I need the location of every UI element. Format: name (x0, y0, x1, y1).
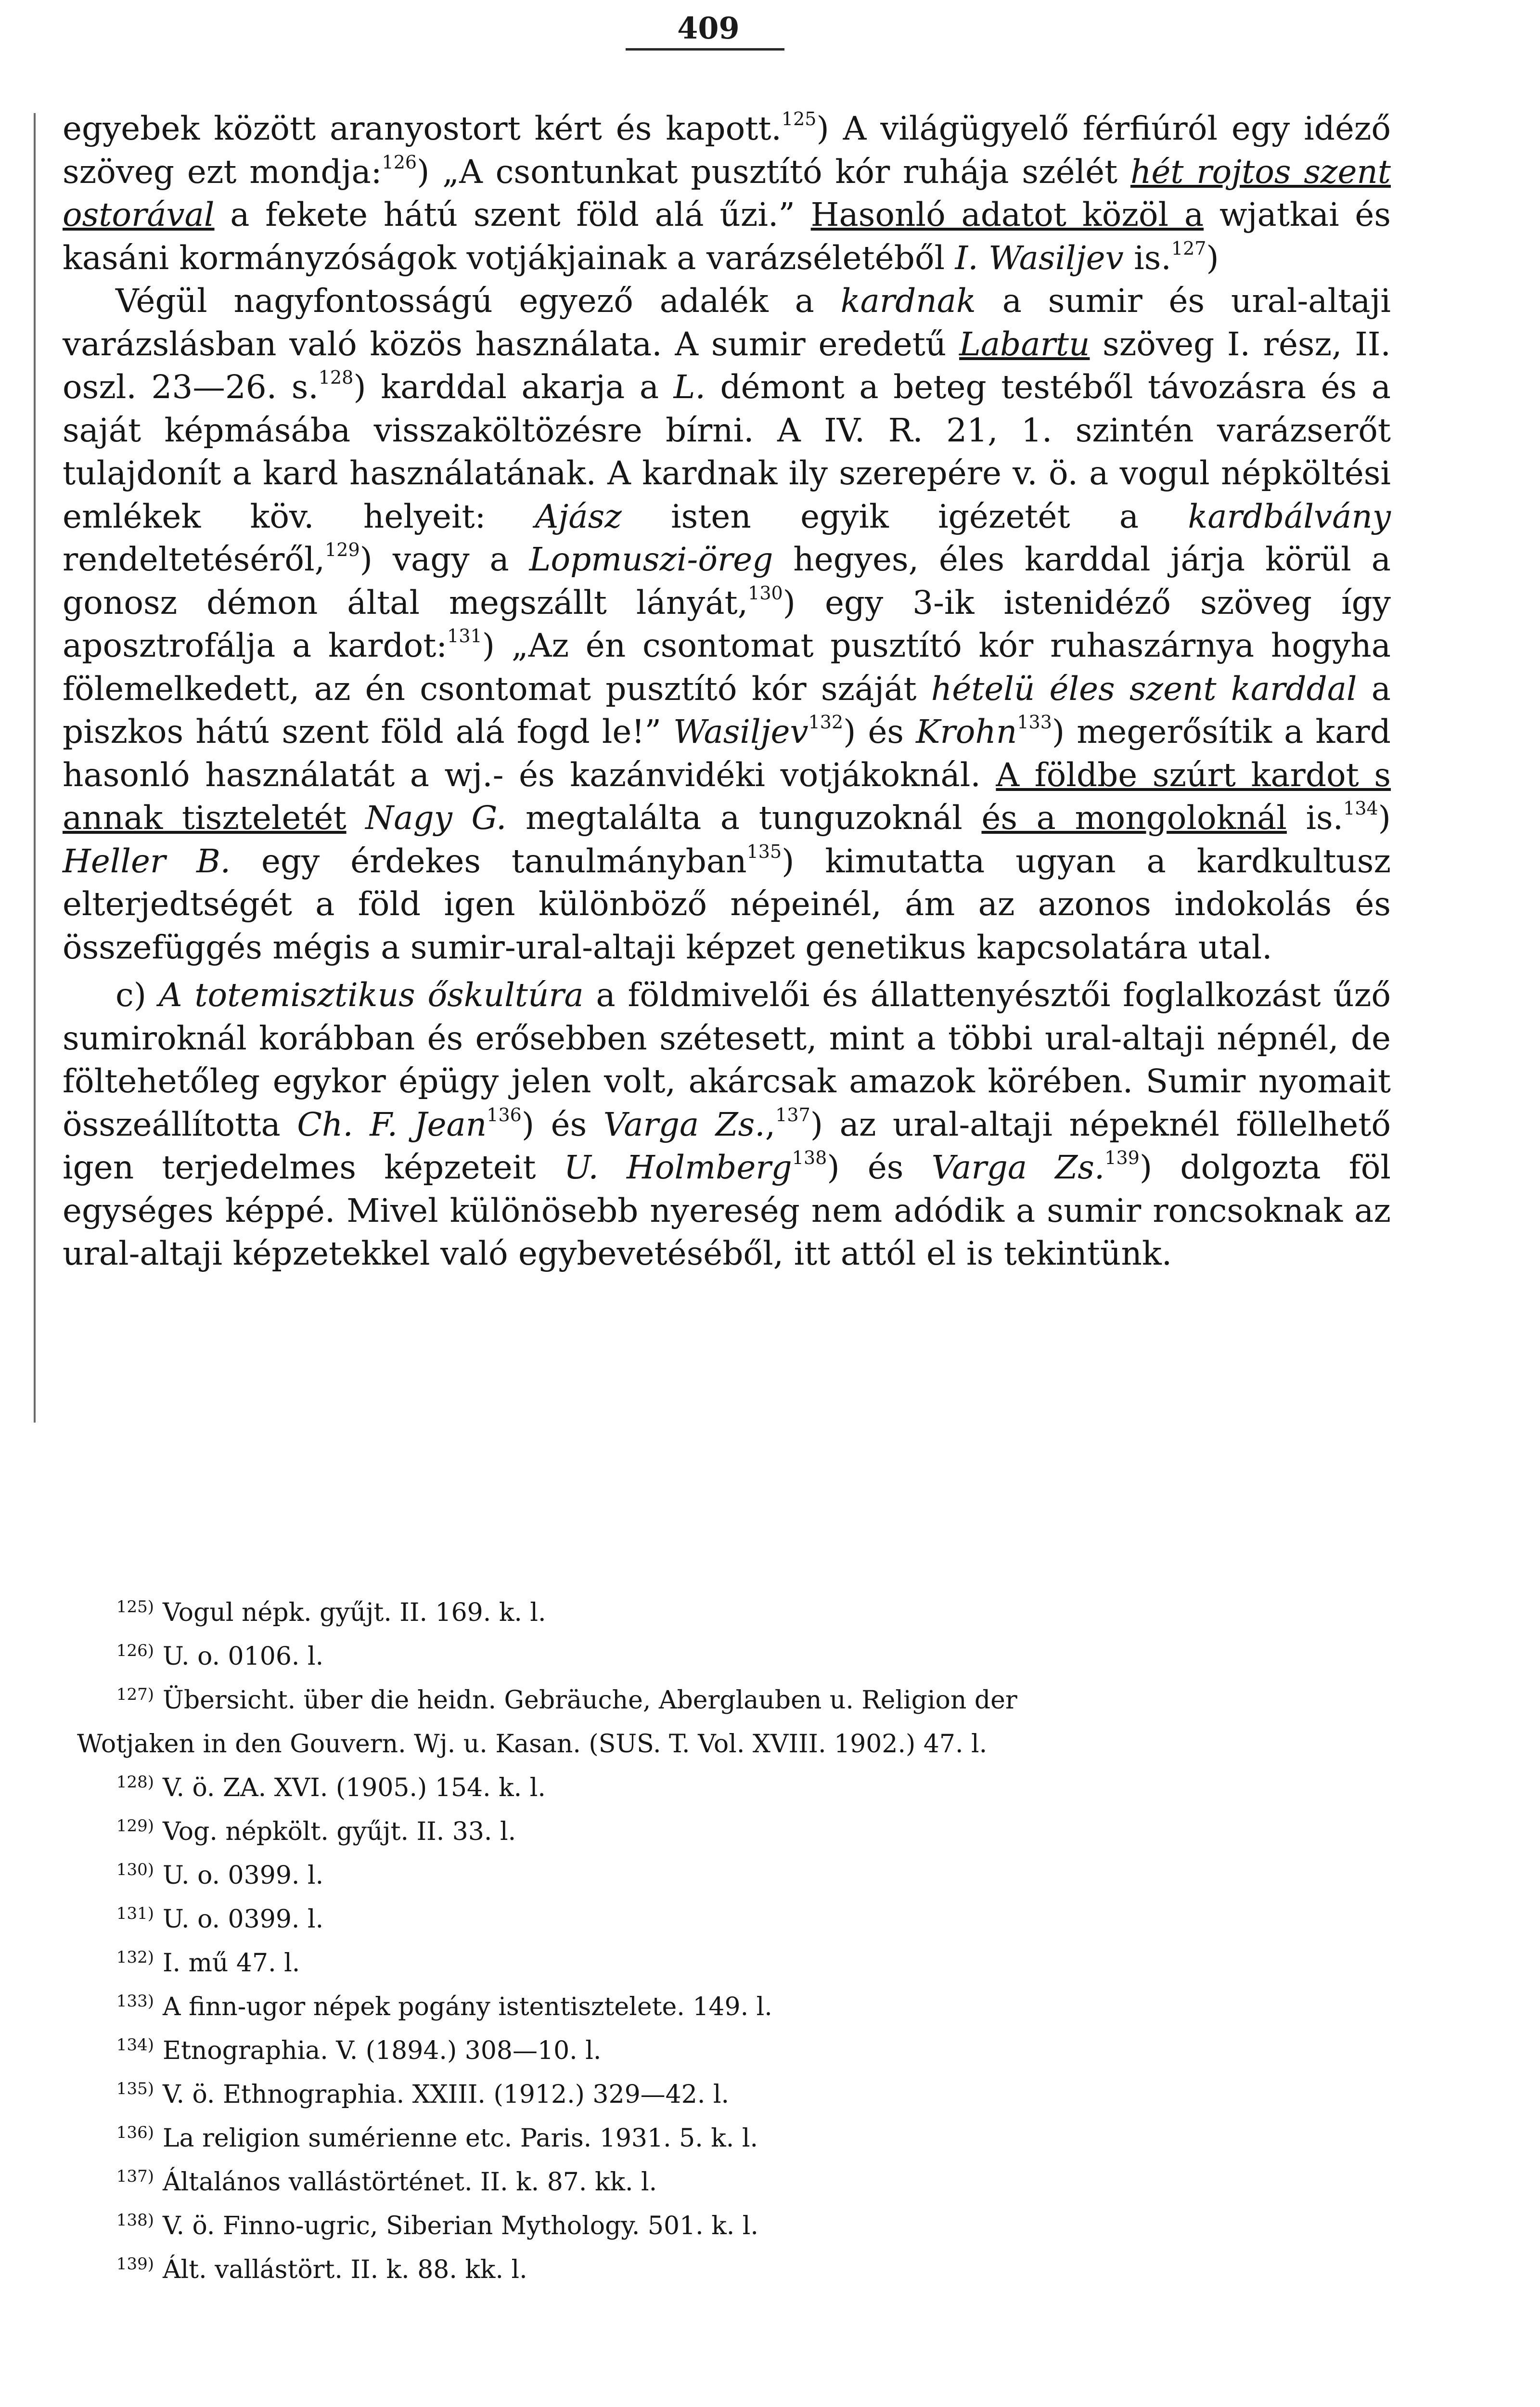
paragraph-gap (63, 969, 1391, 973)
page-number-rule (626, 48, 784, 51)
footnote-ref: 126 (382, 151, 417, 173)
italic-text: Ch. F. Jean (297, 1105, 487, 1143)
italic-text: I. Wasiljev (955, 238, 1124, 277)
page-number: 409 (677, 11, 740, 46)
text-run: ) (1378, 799, 1391, 837)
text-run: és a mongoloknál (981, 799, 1287, 837)
text-run: , (765, 1105, 776, 1143)
footnote-ref: 132 (808, 712, 844, 733)
text-run: ) az ural-altaji népeknél föllelhető igen terjedelmes képzeteit (63, 1105, 1391, 1186)
paragraph-p3 (63, 973, 1391, 1275)
footnote-ref: 136 (487, 1104, 522, 1126)
footnote-ref: 135 (746, 841, 782, 862)
text-run: c) (116, 976, 159, 1014)
footnote-125: 125) Vogul népk. gyűjt. II. 169. k. l. (116, 1597, 546, 1627)
text-run (346, 799, 366, 837)
italic-text: hételü éles szent karddal (931, 669, 1357, 708)
footnote-text: Etnographia. V. (1894.) 308—10. l. (163, 2036, 602, 2065)
italic-text: Varga Zs. (931, 1148, 1105, 1186)
text-run: ) „Az én csontomat pusztító kór ruhaszárnya hogyha fölemelkedett, az én csontomat pusztító kór száját (63, 626, 1391, 708)
text-run: Végül nagyfontosságú egyező adalék a (116, 282, 841, 320)
footnote-126: 126) U. o. 0106. l. (116, 1641, 324, 1671)
text-run: ) A világügyelő férfiúról egy idéző szöveg ezt mondja: (63, 109, 1391, 191)
footnote-text: La religion sumérienne etc. Paris. 1931. 5. k. l. (163, 2124, 758, 2153)
text-run: ) és (827, 1148, 932, 1186)
footnote-text: U. o. 0399. l. (163, 1905, 324, 1934)
text-run: ) megerősítik a kard hasonló használatát a wj.- és kazánvidéki votjákoknál. (63, 712, 1391, 794)
footnote-text: U. o. 0399. l. (163, 1861, 324, 1890)
footnote-127: 127) Übersicht. über die heidn. Gebräuche, Aberglauben u. Religion der Wotjaken in den Gouvern. Wj. u. Kasan. (SUS. T. Vol. XVIII. 1902.) 47. l. (82, 1679, 1391, 1766)
footnote-129: 129) Vog. népkölt. gyűjt. II. 33. l. (116, 1816, 516, 1846)
footnote-text: V. ö. Ethnographia. XXIII. (1912.) 329—42. l. (163, 2080, 730, 2109)
footnote-135: 135) V. ö. Ethnographia. XXIII. (1912.) 329—42. l. (116, 2079, 730, 2109)
footnote-131: 131) U. o. 0399. l. (116, 1904, 324, 1934)
italic-text: L. (673, 368, 706, 406)
footnote-132: 132) I. mű 47. l. (116, 1948, 300, 1978)
italic-text: Ajász (535, 497, 622, 535)
footnote-128: 128) V. ö. ZA. XVI. (1905.) 154. k. l. (116, 1773, 546, 1802)
italic-text: Labartu (959, 324, 1090, 363)
text-run (415, 976, 428, 1014)
footnote-ref: 137 (775, 1104, 810, 1126)
paragraph-p2 (63, 279, 1391, 969)
footnote-ref: 138 (792, 1147, 827, 1168)
italic-text: kardbálvány (1188, 497, 1391, 535)
text-run: egy érdekes tanulmányban (231, 841, 747, 880)
italic-text: Lopmuszi-öreg (529, 540, 773, 578)
footnote-139: 139) Ált. vallástört. II. k. 88. kk. l. (116, 2254, 527, 2284)
footnote-133: 133) A finn-ugor népek pogány istentisztelete. 149. l. (116, 1992, 772, 2021)
text-run: a sumir és ural-altaji varázslásban való közös használata. A sumir eredetű (63, 282, 1391, 363)
italic-text: U. Holmberg (564, 1148, 792, 1186)
footnote-134: 134) Etnographia. V. (1894.) 308—10. l. (116, 2035, 602, 2065)
footnote-ref: 128 (318, 367, 354, 388)
footnote-ref: 127 (1171, 237, 1206, 259)
footnote-text: I. mű 47. l. (163, 1949, 300, 1978)
text-run: ) „A csontunkat pusztító kór ruhája szélét (417, 152, 1130, 191)
text-run: szöveg I. rész, II. oszl. 23—26. s. (63, 324, 1391, 406)
paragraph-p1 (63, 107, 1391, 279)
text-run: wjatkai és kasáni kormányzóságok votjákjainak a varázséletéből (63, 195, 1391, 277)
text-run: egyebek között aranyostort kért és kapott. (63, 109, 782, 147)
footnote-138: 138) V. ö. Finno-ugric, Siberian Mythology. 501. k. l. (116, 2211, 758, 2240)
footnote-ref: 129 (325, 539, 360, 560)
italic-text: Wasiljev (673, 712, 808, 751)
text-run: ) egy 3-ik istenidéző szöveg így aposztrofálja a kardot: (63, 583, 1391, 664)
text-run: ) dolgozta föl egységes képpé. Mivel különösebb nyereség nem adódik a sumir roncsoknak az ural-altaji képzetekkel való egybevetéséből, itt attól el is tekintünk. (63, 1148, 1391, 1272)
footnote-ref: 131 (447, 625, 482, 647)
text-run: ) vagy a (359, 540, 529, 578)
footnote-text: V. ö. ZA. XVI. (1905.) 154. k. l. (163, 1773, 546, 1802)
margin-rule (34, 113, 36, 1423)
italic-text: hét rojtos szent ostorával (63, 152, 1391, 233)
text-run: A földbe szúrt kardot s annak tiszteletét (63, 755, 1391, 837)
footnote-ref: 134 (1343, 798, 1378, 819)
text-run: is. (1123, 238, 1171, 277)
footnote-ref: 125 (781, 108, 817, 129)
text-run: Hasonló adatot közöl a (810, 195, 1204, 233)
text-run: a fekete hátú szent föld alá űzi.” (214, 195, 811, 233)
italic-text: Krohn (916, 712, 1017, 751)
text-run: a földmivelői és állattenyésztői foglalkozást űző sumiroknál korábban és erősebben szétesett, mint a többi ural-altaji népnél, de föltehetőleg egykor épügy jelen volt, akárcsak amazok körében. Sumir nyomait összeállította (63, 976, 1391, 1143)
footnote-ref: 130 (748, 582, 783, 604)
footnote-text: V. ö. Finno-ugric, Siberian Mythology. 501. k. l. (163, 2212, 758, 2240)
italic-text: Nagy G. (365, 799, 507, 837)
footnote-ref: 133 (1017, 712, 1052, 733)
text-run: megtalálta a tunguzoknál (506, 799, 982, 837)
text-run: isten egyik igézetét a (621, 497, 1188, 535)
main-body-text (63, 107, 1391, 1275)
footnote-text: Übersicht. über die heidn. Gebräuche, Aberglauben u. Religion der (163, 1686, 1017, 1715)
footnote-text: Wotjaken in den Gouvern. Wj. u. Kasan. (SUS. T. Vol. XVIII. 1902.) 47. l. (77, 1730, 988, 1759)
text-run: a piszkos hátú szent föld alá fogd le!” (63, 669, 1391, 751)
footnote-text: Ált. vallástört. II. k. 88. kk. l. (163, 2255, 527, 2284)
italic-text: A totemisztikus (158, 976, 415, 1014)
footnote-137: 137) Általános vallástörténet. II. k. 87. kk. l. (116, 2167, 657, 2197)
italic-text: őskultúra (427, 976, 584, 1014)
italic-text: Varga Zs. (603, 1105, 765, 1143)
text-run: rendeltetéséről, (63, 540, 325, 578)
italic-text: Heller B. (63, 841, 231, 880)
text-run: démont a beteg testéből távozásra és a saját képmásába visszaköltözésre bírni. A IV. R. 21, 1. szintén varázserőt tulajdonít a kard használatának. A kardnak ily szerepére v. ö. a vogul népköltési emlékek köv. helyeit: (63, 368, 1391, 535)
text-run: ) és (521, 1105, 603, 1143)
text-run: hegyes, éles karddal járja körül a gonosz démon által megszállt lányát, (63, 540, 1391, 621)
footnote-text: Vogul népk. gyűjt. II. 169. k. l. (163, 1598, 546, 1627)
footnote-136: 136) La religion sumérienne etc. Paris. 1931. 5. k. l. (116, 2123, 758, 2153)
footnote-text: U. o. 0106. l. (163, 1642, 324, 1671)
footnote-130: 130) U. o. 0399. l. (116, 1860, 324, 1890)
footnote-text: A finn-ugor népek pogány istentisztelete. 149. l. (163, 1993, 772, 2021)
text-run: ) és (843, 712, 916, 751)
footnote-text: Általános vallástörténet. II. k. 87. kk. l. (163, 2168, 657, 2197)
text-run: ) kimutatta ugyan a kardkultusz elterjedtségét a föld igen különböző népeinél, ám az azonos indokolás és összefüggés mégis a sumir-ural-altaji képzet genetikus kapcsolatára utal. (63, 841, 1391, 966)
footnote-ref: 139 (1104, 1147, 1140, 1168)
footnote-text: Vog. népkölt. gyűjt. II. 33. l. (163, 1817, 516, 1846)
footnotes (77, 1591, 1391, 2292)
italic-text: kardnak (840, 282, 976, 320)
text-run: ) karddal akarja a (353, 368, 674, 406)
text-run: ) (1206, 238, 1219, 277)
text-run: is. (1286, 799, 1344, 837)
